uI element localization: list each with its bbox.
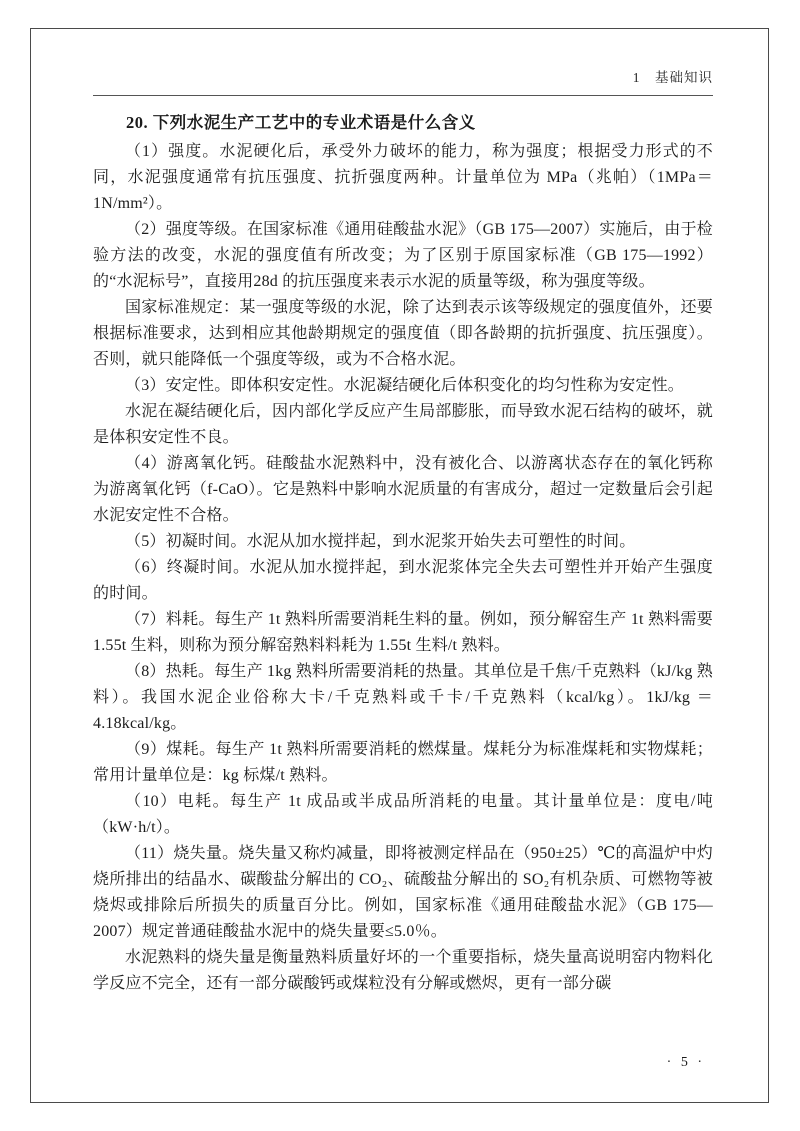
paragraph: （7）料耗。每生产 1t 熟料所需要消耗生料的量。例如，预分解窑生产 1t 熟料需要 1.55t 生料，则称为预分解窑熟料料耗为 1.55t 生料/t 熟料。: [93, 611, 713, 654]
running-header: 1 基础知识: [632, 70, 713, 85]
paragraph: 国家标准规定：某一强度等级的水泥，除了达到表示该等级规定的强度值外，还要根据标准要求，达到相应其他龄期规定的强度值（即各龄期的抗折强度、抗压强度）。否则，就只能降低一个强度等级，或为不合格水泥。: [93, 299, 713, 368]
paragraph: （5）初凝时间。水泥从加水搅拌起，到水泥浆开始失去可塑性的时间。: [125, 533, 636, 550]
paragraph: （4）游离氧化钙。硅酸盐水泥熟料中，没有被化合、以游离状态存在的氧化钙称为游离氧化钙（f-CaO）。它是熟料中影响水泥质量的有害成分，超过一定数量后会引起水泥安定性不合格。: [93, 455, 713, 524]
paragraph: （1）强度。水泥硬化后，承受外力破坏的能力，称为强度；根据受力形式的不同，水泥强度通常有抗压强度、抗折强度两种。计量单位为 MPa（兆帕）（1MPa＝1N/mm²）。: [93, 143, 713, 212]
paragraph: （3）安定性。即体积安定性。水泥凝结硬化后体积变化的均匀性称为安定性。: [125, 377, 685, 394]
page-content: [93, 66, 713, 997]
section-title: 20. 下列水泥生产工艺中的专业术语是什么含义: [126, 113, 476, 132]
paragraph: （8）热耗。每生产 1kg 熟料所需要消耗的热量。其单位是千焦/千克熟料（kJ/kg 熟料）。我国水泥企业俗称大卡/千克熟料或千卡/千克熟料（kcal/kg）。1kJ/kg ＝ 4.18kcal/kg。: [93, 663, 713, 732]
paragraph: （9）煤耗。每生产 1t 熟料所需要消耗的燃煤量。煤耗分为标准煤耗和实物煤耗；常用计量单位是：kg 标煤/t 熟料。: [93, 741, 713, 784]
running-header-row: [93, 66, 713, 96]
paragraph: （6）终凝时间。水泥从加水搅拌起，到水泥浆体完全失去可塑性并开始产生强度的时间。: [93, 559, 713, 602]
page-number: · 5 ·: [666, 1055, 705, 1070]
paragraph: 水泥在凝结硬化后，因内部化学反应产生局部膨胀，而导致水泥石结构的破坏，就是体积安定性不良。: [93, 403, 713, 446]
paragraph: （11）烧失量。烧失量又称灼减量，即将被测定样品在（950±25）℃的高温炉中灼烧所排出的结晶水、碳酸盐分解出的 CO₂、硫酸盐分解出的 SO₂有机杂质、可燃物等被烧烬或排除后所损失的质量百分比。例如，国家标准《通用硅酸盐水泥》（GB 175—2007）规定普通硅酸盐水泥中的烧失量要≤5.0％。: [93, 845, 713, 940]
paragraph: 水泥熟料的烧失量是衡量熟料质量好坏的一个重要指标，烧失量高说明窑内物料化学反应不完全，还有一部分碳酸钙或煤粒没有分解或燃烬，更有一部分碳: [93, 949, 713, 992]
paragraph: （2）强度等级。在国家标准《通用硅酸盐水泥》（GB 175—2007）实施后，由于检验方法的改变，水泥的强度值有所改变；为了区别于原国家标准（GB 175—1992）的“水泥标号”，直接用28d 的抗压强度来表示水泥的质量等级，称为强度等级。: [93, 221, 713, 290]
paragraph: （10）电耗。每生产 1t 成品或半成品所消耗的电量。其计量单位是：度电/吨（kW·h/t）。: [93, 793, 713, 836]
body-text: [93, 139, 713, 997]
